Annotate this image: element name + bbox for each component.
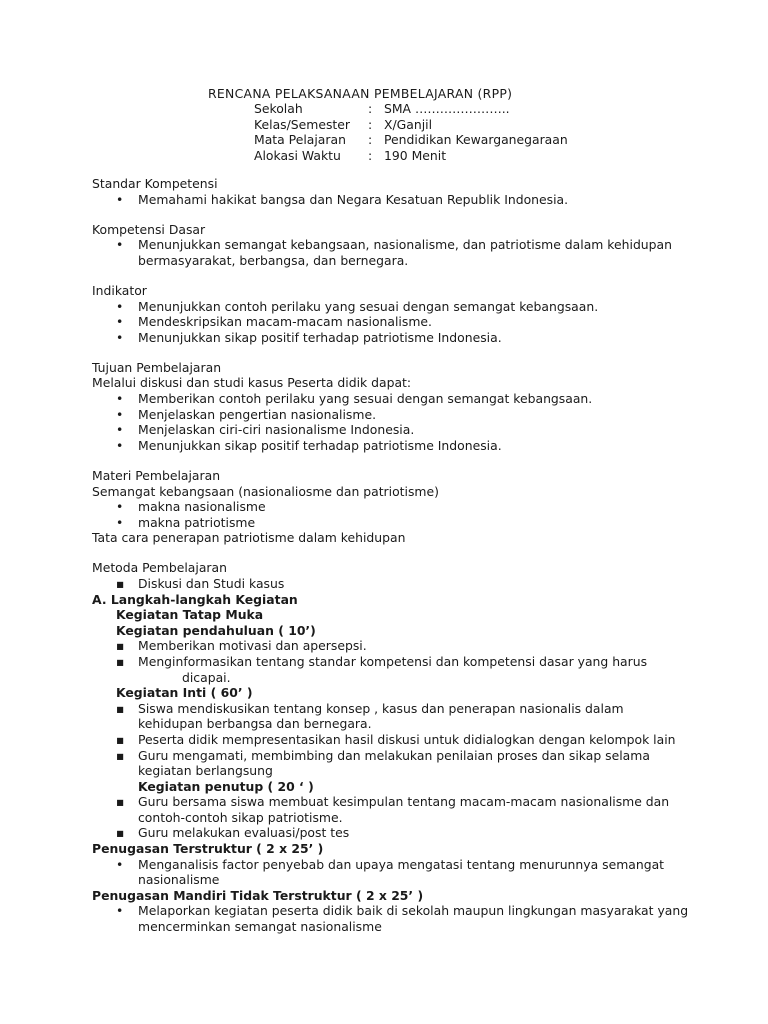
- identity-key: Alokasi Waktu: [254, 147, 341, 163]
- bullet-list: [92, 299, 692, 346]
- list-item: ▪ Diskusi dan Studi kasus: [92, 576, 692, 592]
- document-body: [92, 176, 692, 935]
- bullet-list: [92, 499, 692, 530]
- list-item: • Menjelaskan pengertian nasionalisme.: [92, 407, 692, 423]
- section-metoda-pembelajaran: [92, 560, 692, 591]
- identity-table: [254, 101, 568, 163]
- identity-key: Mata Pelajaran: [254, 132, 346, 147]
- identity-value: 190 Menit: [384, 147, 447, 163]
- document-title: RENCANA PELAKSANAAN PEMBELAJARAN (RPP): [208, 86, 513, 101]
- identity-key: Kelas/Semester: [254, 116, 351, 132]
- identity-value: X/Ganjil: [384, 116, 433, 132]
- list-item: ▪ Peserta didik mempresentasikan hasil diskusi untuk didialogkan dengan kelompok lain: [92, 732, 692, 748]
- section-heading: Penugasan Mandiri Tidak Terstruktur ( 2 x 25’ ): [92, 887, 424, 903]
- subheading-tatap-muka: Kegiatan Tatap Muka: [116, 607, 264, 623]
- section-materi-pembelajaran: [92, 468, 692, 546]
- list-item: • makna patriotisme: [92, 515, 692, 531]
- identity-row-mapel: [254, 132, 568, 148]
- list-item: ▪ Memberikan motivasi dan apersepsi.: [92, 638, 692, 654]
- section-penugasan-terstruktur: [92, 841, 692, 888]
- section-heading: Standar Kompetensi: [92, 176, 218, 191]
- section-standar-kompetensi: [92, 176, 692, 207]
- bullet-list: [92, 903, 692, 934]
- subheading-inti: Kegiatan Inti ( 60’ ): [116, 685, 253, 701]
- bullet-list: [92, 237, 692, 268]
- section-indikator: [92, 283, 692, 345]
- list-item: • Menunjukkan semangat kebangsaan, nasionalisme, dan patriotisme dalam kehidupan bermasyarakat, berbangsa, dan bernegara.: [92, 237, 692, 268]
- section-intro: Semangat kebangsaan (nasionaliosme dan patriotisme): [92, 483, 439, 499]
- section-heading: Materi Pembelajaran: [92, 467, 221, 483]
- list-item: ▪ Menginformasikan tentang standar kompetensi dan kompetensi dasar yang harus: [92, 654, 692, 670]
- list-item: ▪ Siswa mendiskusikan tentang konsep , kasus dan penerapan nasionalis dalam kehidupan berbangsa dan bernegara.: [92, 701, 692, 732]
- bullet-list: [92, 701, 692, 779]
- list-item: • Menunjukkan contoh perilaku yang sesuai dengan semangat kebangsaan.: [92, 299, 692, 315]
- section-heading: Metoda Pembelajaran: [92, 560, 227, 576]
- section-kompetensi-dasar: [92, 222, 692, 269]
- list-item-continuation: dicapai.: [182, 669, 231, 685]
- list-item: ▪ Guru mengamati, membimbing dan melakukan penilaian proses dan sikap selama kegiatan berlangsung: [92, 748, 692, 779]
- bullet-list: [92, 857, 692, 888]
- identity-value: Pendidikan Kewarganegaraan: [384, 132, 568, 147]
- bullet-list: [92, 576, 692, 592]
- section-heading: Penugasan Terstruktur ( 2 x 25’ ): [92, 841, 324, 857]
- section-langkah-kegiatan: [92, 592, 692, 842]
- subheading-pendahuluan: Kegiatan pendahuluan ( 10’): [116, 622, 316, 638]
- list-item: • Menganalisis factor penyebab dan upaya mengatasi tentang menurunnya semangat nasionalisme: [92, 857, 692, 888]
- section-penugasan-mandiri: [92, 888, 692, 935]
- identity-separator: :: [368, 147, 373, 163]
- section-tujuan-pembelajaran: [92, 360, 692, 454]
- section-outro: Tata cara penerapan patriotisme dalam kehidupan: [92, 530, 406, 546]
- list-item: ▪ Guru bersama siswa membuat kesimpulan tentang macam-macam nasionalisme dan contoh-contoh sikap patriotisme.: [92, 794, 692, 825]
- list-item: ▪ Guru melakukan evaluasi/post tes: [92, 825, 692, 841]
- section-heading: Kompetensi Dasar: [92, 221, 206, 237]
- identity-separator: :: [368, 116, 373, 132]
- list-item: • Memahami hakikat bangsa dan Negara Kesatuan Republik Indonesia.: [92, 192, 692, 208]
- identity-separator: :: [368, 101, 373, 116]
- list-item: • makna nasionalisme: [92, 499, 692, 515]
- identity-row-kelas: [254, 117, 568, 133]
- bullet-list: [92, 391, 692, 453]
- list-item: • Mendeskripsikan macam-macam nasionalisme.: [92, 314, 692, 330]
- bullet-list: [92, 638, 692, 669]
- section-heading: Indikator: [92, 282, 147, 298]
- list-item: • Menunjukkan sikap positif terhadap patriotisme Indonesia.: [92, 438, 692, 454]
- list-item: • Menjelaskan ciri-ciri nasionalisme Indonesia.: [92, 422, 692, 438]
- section-heading: Tujuan Pembelajaran: [92, 359, 222, 375]
- identity-row-sekolah: [254, 101, 568, 117]
- bullet-list: [92, 192, 692, 208]
- subheading-penutup: Kegiatan penutup ( 20 ‘ ): [138, 778, 314, 794]
- bullet-list: [92, 794, 692, 841]
- identity-separator: :: [368, 132, 373, 147]
- identity-value: SMA …………………..: [384, 101, 510, 116]
- list-item: • Menunjukkan sikap positif terhadap patriotisme Indonesia.: [92, 330, 692, 346]
- list-item: • Memberikan contoh perilaku yang sesuai dengan semangat kebangsaan.: [92, 391, 692, 407]
- identity-key: Sekolah: [254, 101, 303, 116]
- identity-row-alokasi: [254, 148, 568, 164]
- section-intro: Melalui diskusi dan studi kasus Peserta didik dapat:: [92, 375, 412, 391]
- section-heading: A. Langkah-langkah Kegiatan: [92, 591, 298, 607]
- list-item: • Melaporkan kegiatan peserta didik baik di sekolah maupun lingkungan masyarakat yang mencerminkan semangat nasionalisme: [92, 903, 692, 934]
